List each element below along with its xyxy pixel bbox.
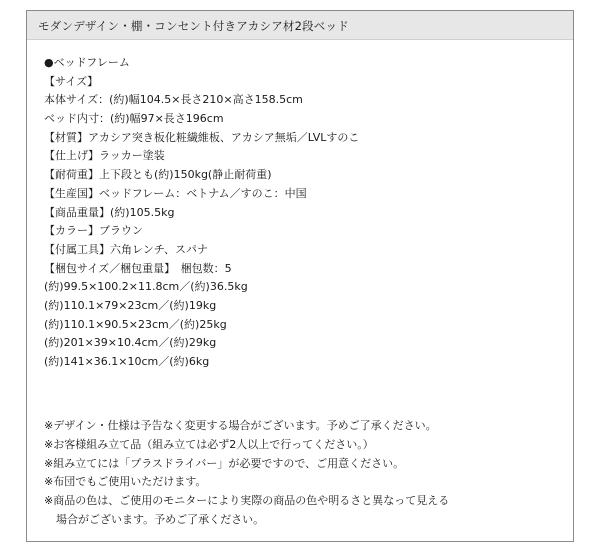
spec-package-item: (約)110.1×90.5×23cm／(約)25kg [44,317,227,331]
spec-package-heading: 【梱包サイズ／梱包重量】 梱包数：5 [44,261,232,275]
note-color-continued: 場合がございます。予めご了承ください。 [56,512,265,526]
spec-load-capacity: 【耐荷重】上下段とも(約)150kg(静止耐荷重) [44,168,272,182]
spec-package-item: (約)110.1×79×23cm／(約)19kg [44,298,217,312]
spec-package-item: (約)99.5×100.2×11.8cm／(約)36.5kg [44,280,248,294]
spec-size-heading: 【サイズ】 [44,74,99,88]
spec-package-item: (約)201×39×10.4cm／(約)29kg [44,336,217,350]
note-futon: ※布団でもご使用いただけます。 [44,475,207,489]
spec-list [44,54,359,372]
note-color: ※商品の色は、ご使用のモニターにより実際の商品の色や明るさと異なって見える [44,494,450,508]
spec-origin: 【生産国】ベッドフレーム：ベトナム／すのこ：中国 [44,186,307,200]
spec-material: 【材質】アカシア突き板化粧繊維板、アカシア無垢／LVLすのこ [44,130,360,144]
spec-tools: 【付属工具】六角レンチ、スパナ [44,242,208,256]
spec-weight: 【商品重量】(約)105.5kg [44,205,175,219]
spec-finish: 【仕上げ】ラッカー塗装 [44,149,165,163]
spec-header [27,11,573,40]
spec-color: 【カラー】ブラウン [44,224,143,238]
note-screwdriver: ※組み立てには「プラスドライバー」が必要ですので、ご用意ください。 [44,456,405,470]
spec-section-heading: ●ベッドフレーム [44,56,130,69]
note-design-change: ※デザイン・仕様は予告なく変更する場合がございます。予めご了承ください。 [44,419,437,432]
spec-inner-size: ベッド内寸：(約)幅97×長さ196cm [44,112,224,126]
spec-body-size: 本体サイズ：(約)幅104.5×長さ210×高さ158.5cm [44,93,303,107]
product-spec-box [26,10,574,542]
spec-package-item: (約)141×36.1×10cm／(約)6kg [44,355,210,368]
notes-list [44,417,449,530]
note-assembly: ※お客様組み立て品（組み立ては必ず2人以上で行ってください。） [44,437,374,451]
product-title: モダンデザイン・棚・コンセント付きアカシア材2段ベッド [38,19,349,33]
